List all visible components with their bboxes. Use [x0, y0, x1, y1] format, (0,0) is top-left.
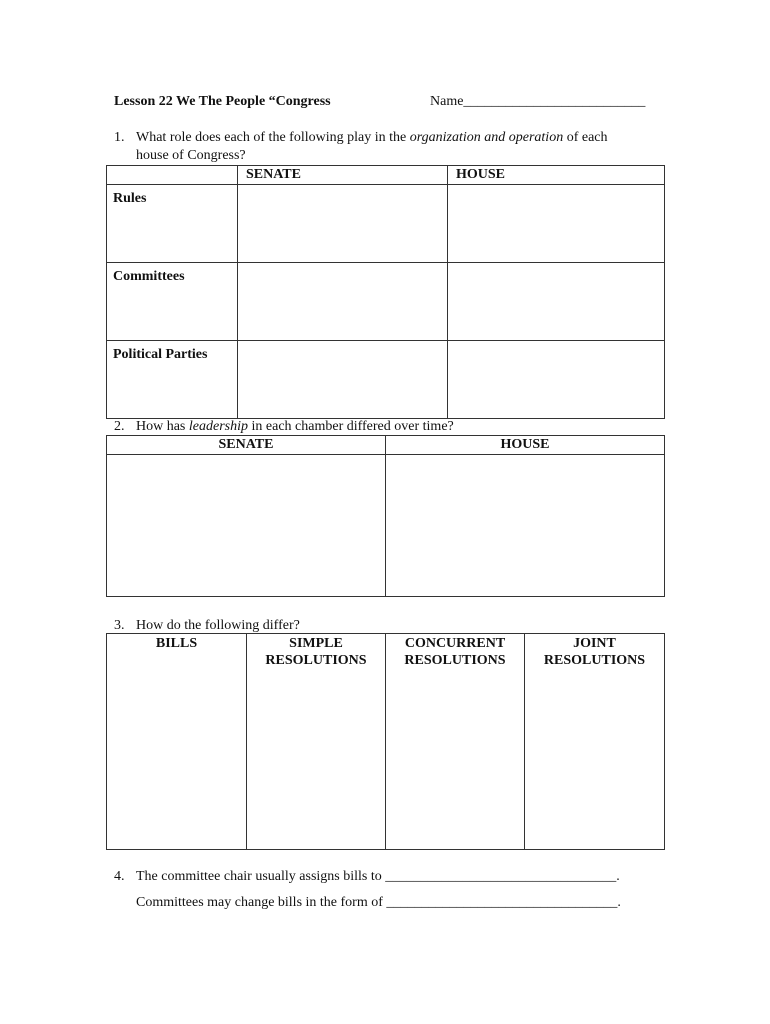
- q1-row-label-political-parties: Political Parties: [107, 341, 238, 419]
- q1-row-label-committees: Committees: [107, 263, 238, 341]
- q1-row-label-rules: Rules: [107, 185, 238, 263]
- q3-prompt: How do the following differ?: [136, 618, 300, 633]
- q3-column-label-line2: RESOLUTIONS: [543, 653, 646, 668]
- q2-answer-cell[interactable]: [107, 455, 386, 597]
- q2-prompt-prefix: How has: [136, 419, 189, 434]
- q1-header-row: [107, 166, 665, 185]
- table-row[interactable]: [107, 634, 665, 850]
- q1-answer-cell[interactable]: [448, 263, 665, 341]
- q3-number: 3.: [114, 618, 125, 633]
- q1-prompt-emphasis: organization and operation: [409, 130, 564, 145]
- q3-column-label-line2: RESOLUTIONS: [404, 653, 506, 668]
- q3-column-label-line2: RESOLUTIONS: [265, 653, 367, 668]
- q2-header-row: [107, 436, 665, 455]
- q1-table: [106, 165, 665, 419]
- q1-number: 1.: [114, 130, 125, 145]
- q1-header-blank: [107, 166, 238, 185]
- q1-answer-cell[interactable]: [238, 263, 448, 341]
- q2-header-senate: SENATE: [107, 436, 386, 455]
- q4-line2[interactable]: Committees may change bills in the form of _________________________________.: [136, 895, 621, 910]
- q2-prompt-suffix: in each chamber differed over time?: [248, 419, 454, 434]
- q2-prompt: [136, 419, 454, 435]
- q2-table: [106, 435, 665, 597]
- q3-column-label: BILLS: [155, 636, 198, 651]
- q1-prompt-prefix: What role does each of the following play in the: [136, 130, 410, 145]
- q4-number: 4.: [114, 869, 125, 884]
- name-field-label: Name__________________________: [430, 94, 646, 109]
- q3-column-concurrent-resolutions[interactable]: [386, 634, 525, 850]
- q3-column-label: SIMPLE: [289, 636, 343, 651]
- table-row: [107, 341, 665, 419]
- q1-answer-cell[interactable]: [448, 341, 665, 419]
- q3-column-simple-resolutions[interactable]: [247, 634, 386, 850]
- table-row: [107, 455, 665, 597]
- q1-answer-cell[interactable]: [238, 341, 448, 419]
- q1-header-senate: SENATE: [238, 166, 448, 185]
- q3-column-label: JOINT: [573, 636, 616, 651]
- lesson-title: Lesson 22 We The People “Congress: [114, 94, 331, 109]
- q1-answer-cell[interactable]: [448, 185, 665, 263]
- q1-header-house: HOUSE: [448, 166, 665, 185]
- q1-prompt: [136, 130, 608, 146]
- q2-number: 2.: [114, 419, 125, 434]
- q4-line1[interactable]: The committee chair usually assigns bills to _________________________________.: [136, 869, 620, 884]
- q3-column-joint-resolutions[interactable]: [525, 634, 665, 850]
- q1-prompt-line2: house of Congress?: [136, 148, 246, 163]
- q2-answer-cell[interactable]: [386, 455, 665, 597]
- table-row: [107, 185, 665, 263]
- q1-prompt-suffix: of each: [563, 130, 608, 145]
- q2-prompt-emphasis: leadership: [188, 419, 248, 434]
- table-row: [107, 263, 665, 341]
- q3-table: [106, 633, 665, 850]
- q3-column-label: CONCURRENT: [404, 636, 506, 651]
- q1-answer-cell[interactable]: [238, 185, 448, 263]
- q2-header-house: HOUSE: [386, 436, 665, 455]
- q3-column-bills[interactable]: [107, 634, 247, 850]
